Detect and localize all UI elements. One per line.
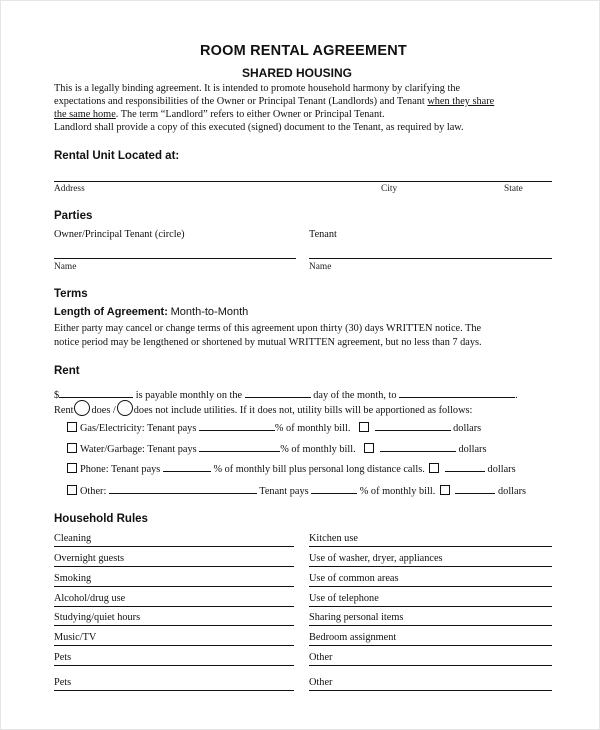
document-title: ROOM RENTAL AGREEMENT bbox=[200, 43, 407, 59]
dollar-sign: $ bbox=[54, 390, 60, 401]
other-dollars-blank[interactable] bbox=[455, 483, 495, 494]
rule-right-line[interactable] bbox=[309, 566, 552, 567]
length-label: Length of Agreement: bbox=[54, 306, 168, 318]
intro-line-2 bbox=[54, 95, 494, 108]
rule-right-line[interactable] bbox=[309, 625, 552, 626]
document-subtitle: SHARED HOUSING bbox=[242, 66, 353, 80]
rule-left-line[interactable] bbox=[54, 606, 294, 607]
rule-right-label: Kitchen use bbox=[309, 533, 358, 544]
rule-left-label: Pets bbox=[54, 677, 72, 688]
intro-line-3-text: . The term “Landlord” refers to either Owner or Principal Tenant. bbox=[115, 109, 385, 120]
intro-line-1: This is a legally binding agreement. It is intended to promote household harmony by clarifying the bbox=[54, 83, 461, 94]
rule-left-label: Smoking bbox=[54, 573, 92, 584]
rule-right-line[interactable] bbox=[309, 606, 552, 607]
parties-heading: Parties bbox=[54, 210, 93, 222]
rule-left-label: Studying/quiet hours bbox=[54, 612, 141, 623]
rent-line-2 bbox=[54, 400, 472, 416]
rent-line-1 bbox=[54, 387, 518, 401]
water-checkbox[interactable] bbox=[67, 443, 77, 453]
rent-day-blank[interactable] bbox=[245, 387, 311, 398]
owner-name-label: Name bbox=[54, 262, 77, 272]
phone-row bbox=[67, 461, 516, 475]
state-label: State bbox=[504, 184, 523, 194]
phone-checkbox[interactable] bbox=[67, 463, 77, 473]
intro-line-2-underlined: when they share bbox=[427, 96, 495, 107]
rent-word: Rent bbox=[54, 405, 74, 416]
terms-text-1: Either party may cancel or change terms of this agreement upon thirty (30) days WRITTEN notice. The bbox=[54, 323, 482, 334]
other-row bbox=[67, 483, 526, 497]
utilities-text: does not include utilities. If it does not, utility bills will be apportioned as follows: bbox=[133, 405, 473, 416]
intro-line-2-text: expectations and responsibilities of the Owner or Principal Tenant (Landlords) and Tenant bbox=[54, 96, 428, 107]
gas-dollars-blank[interactable] bbox=[375, 420, 451, 431]
phone-dollars-text: dollars bbox=[487, 464, 516, 475]
rule-right-line[interactable] bbox=[309, 665, 552, 666]
rent-payable-text: is payable monthly on the bbox=[135, 390, 243, 401]
rule-left-label: Music/TV bbox=[54, 632, 97, 643]
owner-name-line[interactable] bbox=[54, 258, 296, 259]
gas-dollars-checkbox[interactable] bbox=[359, 422, 369, 432]
other-pct-blank[interactable] bbox=[311, 483, 357, 494]
phone-pct-text: % of monthly bill plus personal long distance calls. bbox=[213, 464, 425, 475]
other-desc-blank[interactable] bbox=[109, 483, 257, 494]
phone-dollars-blank[interactable] bbox=[445, 461, 485, 472]
water-dollars-blank[interactable] bbox=[380, 441, 456, 452]
rule-right-label: Use of washer, dryer, appliances bbox=[309, 553, 443, 564]
does-circle-option[interactable] bbox=[74, 400, 90, 416]
rule-right-label: Use of telephone bbox=[309, 593, 379, 604]
gas-checkbox[interactable] bbox=[67, 422, 77, 432]
intro-line-4: Landlord shall provide a copy of this executed (signed) document to the Tenant, as required by law. bbox=[54, 122, 464, 133]
phone-label: Phone: Tenant pays bbox=[80, 464, 161, 475]
tenant-name-line[interactable] bbox=[309, 258, 552, 259]
tenant-label: Tenant bbox=[309, 229, 337, 240]
rule-right-label: Sharing personal items bbox=[309, 612, 404, 623]
address-label: Address bbox=[54, 184, 85, 194]
city-label: City bbox=[381, 184, 398, 194]
rule-right-line[interactable] bbox=[309, 546, 552, 547]
household-rules-heading: Household Rules bbox=[54, 513, 148, 525]
water-pct-text: % of monthly bill. bbox=[280, 444, 356, 455]
gas-pct-text: % of monthly bill. bbox=[274, 423, 351, 434]
rule-left-line[interactable] bbox=[54, 665, 294, 666]
intro-paragraph bbox=[54, 82, 494, 134]
other-label: Other: bbox=[80, 486, 107, 497]
gas-dollars-text: dollars bbox=[453, 423, 482, 434]
rule-right-label: Other bbox=[309, 652, 333, 663]
rule-left-label: Alcohol/drug use bbox=[54, 593, 126, 604]
rule-left-line[interactable] bbox=[54, 586, 294, 587]
tenant-name-label: Name bbox=[309, 262, 332, 272]
phone-pct-blank[interactable] bbox=[163, 461, 211, 472]
owner-label: Owner/Principal Tenant (circle) bbox=[54, 229, 185, 240]
intro-line-3-underlined: the same home bbox=[54, 109, 116, 120]
rule-left-line[interactable] bbox=[54, 645, 294, 646]
rule-left-line[interactable] bbox=[54, 690, 294, 691]
other-dollars-text: dollars bbox=[498, 486, 527, 497]
rule-left-line[interactable] bbox=[54, 546, 294, 547]
rent-line-end: . bbox=[515, 390, 518, 401]
terms-heading: Terms bbox=[54, 288, 88, 300]
water-dollars-checkbox[interactable] bbox=[364, 443, 374, 453]
rule-right-line[interactable] bbox=[309, 586, 552, 587]
rule-left-line[interactable] bbox=[54, 625, 294, 626]
rule-left-label: Pets bbox=[54, 652, 72, 663]
intro-line-3 bbox=[54, 108, 494, 121]
rent-day-text: day of the month, to bbox=[313, 390, 397, 401]
rent-heading: Rent bbox=[54, 365, 80, 377]
water-label: Water/Garbage: Tenant pays bbox=[80, 444, 197, 455]
rule-right-label: Bedroom assignment bbox=[309, 632, 397, 643]
length-of-agreement bbox=[54, 306, 248, 318]
water-pct-blank[interactable] bbox=[199, 441, 280, 452]
does-not-circle-option[interactable] bbox=[117, 400, 133, 416]
water-dollars-text: dollars bbox=[458, 444, 487, 455]
rule-right-line[interactable] bbox=[309, 690, 552, 691]
length-value: Month-to-Month bbox=[170, 306, 249, 318]
gas-pct-blank[interactable] bbox=[199, 420, 275, 431]
gas-label: Gas/Electricity: Tenant pays bbox=[80, 423, 197, 434]
rule-left-label: Overnight guests bbox=[54, 553, 125, 564]
does-text: does / bbox=[91, 405, 116, 416]
rent-payee-blank[interactable] bbox=[399, 387, 515, 398]
rule-right-line[interactable] bbox=[309, 645, 552, 646]
other-pct-text: % of monthly bill. bbox=[359, 486, 436, 497]
gas-row bbox=[67, 420, 481, 434]
water-row bbox=[67, 441, 486, 455]
other-dollars-checkbox[interactable] bbox=[440, 485, 450, 495]
other-tenant-pays: Tenant pays bbox=[259, 486, 309, 497]
other-checkbox[interactable] bbox=[67, 485, 77, 495]
rule-right-label: Use of common areas bbox=[309, 573, 399, 584]
rule-left-label: Cleaning bbox=[54, 533, 92, 544]
rule-left-line[interactable] bbox=[54, 566, 294, 567]
terms-text-2: notice period may be lengthened or shortened by mutual WRITTEN agreement, but no less than 7 days. bbox=[54, 337, 482, 348]
rental-unit-heading: Rental Unit Located at: bbox=[54, 150, 180, 162]
rule-right-label: Other bbox=[309, 677, 333, 688]
rent-amount-blank[interactable] bbox=[59, 387, 133, 398]
phone-dollars-checkbox[interactable] bbox=[429, 463, 439, 473]
address-line[interactable] bbox=[54, 181, 552, 182]
